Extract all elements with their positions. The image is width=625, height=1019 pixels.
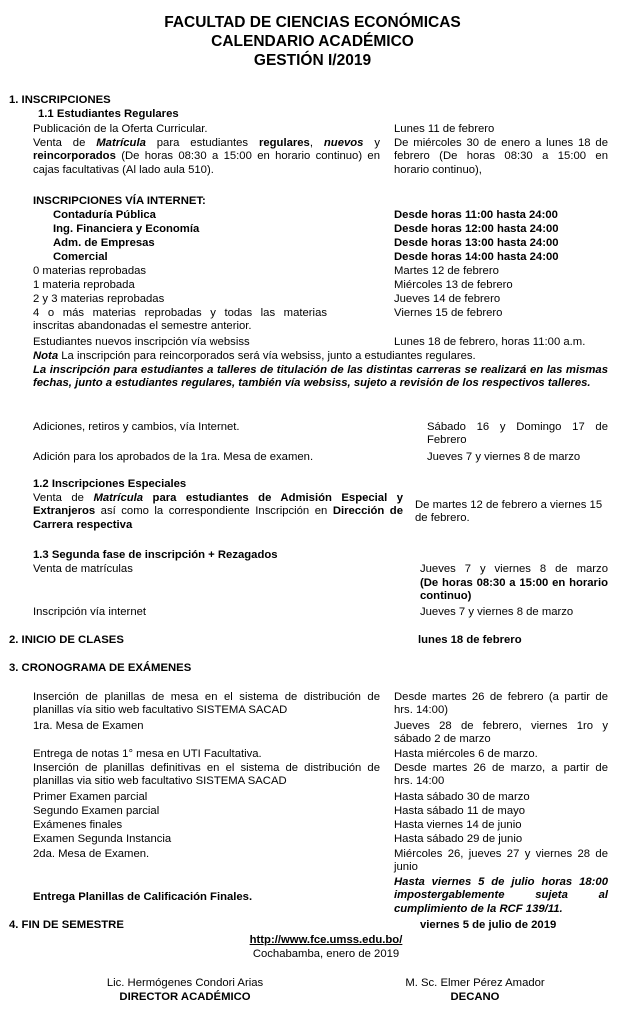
section-1-heading: 1. INSCRIPCIONES: [9, 94, 111, 106]
entrega-notas-label: Entrega de notas 1° mesa en UTI Facultativa.: [33, 748, 262, 760]
inicio-clases-date: lunes 18 de febrero: [418, 634, 522, 646]
section-3-heading: 3. CRONOGRAMA DE EXÁMENES: [9, 662, 192, 674]
signature-2-name: M. Sc. Elmer Pérez Amador: [405, 977, 545, 989]
career-hours: Desde horas 11:00 hasta 24:00: [394, 209, 558, 221]
insercion-planillas-mesa-label: Inserción de planillas de mesa en el sistema de distribución de planillas vía sitio web facultativo SISTEMA SACAD: [33, 691, 380, 717]
venta-matricula-date: De miércoles 30 de enero a lunes 18 de febrero (De horas 08:30 a 15:00 en horario continuo),: [394, 137, 608, 176]
career-hours: Desde horas 12:00 hasta 24:00: [394, 223, 559, 235]
section-2-heading: 2. INICIO DE CLASES: [9, 634, 124, 646]
nuevos-date: Lunes 18 de febrero, horas 11:00 a.m.: [394, 336, 586, 348]
venta-matricula-label: Venta de Matrícula para estudiantes regulares, nuevos y reincorporados (De horas 08:30 a 15:00 en horario continuo) en cajas facultativas (Al lado aula 510).: [33, 137, 380, 176]
entrega-notas-date: Hasta miércoles 6 de marzo.: [394, 748, 538, 760]
career-name: Ing. Financiera y Economía: [53, 223, 200, 235]
reprobadas-date: Martes 12 de febrero: [394, 265, 499, 277]
adicion-date: Jueves 7 y viernes 8 de marzo: [427, 451, 581, 463]
document-subtitle: CALENDARIO ACADÉMICO: [211, 33, 414, 50]
signature-1-title: DIRECTOR ACADÉMICO: [119, 991, 251, 1003]
exam-label: Exámenes finales: [33, 819, 123, 831]
insercion-planillas-definitivas-label: Inserción de planillas definitivas en el sistema de distribución de planillas via sitio web facultativo SISTEMA SACAD: [33, 762, 380, 788]
venta-matriculas-hours: (De horas 08:30 a 15:00 en horario continuo): [420, 577, 608, 603]
internet-heading: INSCRIPCIONES VÍA INTERNET:: [33, 195, 206, 207]
exam-date: Hasta viernes 14 de junio: [394, 819, 522, 831]
section-4-heading: 4. FIN DE SEMESTRE: [9, 919, 124, 931]
document-term: GESTIÓN I/2019: [253, 52, 372, 69]
reprobadas-date: Miércoles 13 de febrero: [394, 279, 513, 291]
adiciones-date: Sábado 16 y Domingo 17 de Febrero: [427, 421, 608, 447]
entrega-planillas-date: Hasta viernes 5 de julio horas 18:00 impostergablemente sujeta al cumplimiento de la RCF 139/11.: [394, 876, 608, 915]
career-hours: Desde horas 14:00 hasta 24:00: [394, 251, 559, 263]
document-title: FACULTAD DE CIENCIAS ECONÓMICAS: [164, 14, 461, 31]
segunda-mesa-label: 2da. Mesa de Examen.: [33, 848, 150, 860]
insercion-planillas-mesa-date: Desde martes 26 de febrero (a partir de hrs. 14:00): [394, 691, 608, 717]
subsection-1-2-heading: 1.2 Inscripciones Especiales: [33, 478, 187, 490]
exam-label: Examen Segunda Instancia: [33, 833, 172, 845]
inscripcion-internet-label: Inscripción vía internet: [33, 606, 147, 618]
career-name: Comercial: [53, 251, 108, 263]
entrega-planillas-label: Entrega Planillas de Calificación Finales.: [33, 891, 253, 903]
venta-matriculas-date: Jueves 7 y viernes 8 de marzo: [420, 563, 608, 575]
website-link[interactable]: http://www.fce.umss.edu.bo/: [249, 934, 403, 946]
adicion-label: Adición para los aprobados de la 1ra. Mesa de examen.: [33, 451, 314, 463]
inscripcion-internet-date: Jueves 7 y viernes 8 de marzo: [420, 606, 574, 618]
career-name: Contaduría Pública: [53, 209, 156, 221]
signature-1-name: Lic. Hermógenes Condori Arias: [106, 977, 264, 989]
subsection-1-1-heading: 1.1 Estudiantes Regulares: [38, 108, 179, 120]
primera-mesa-label: 1ra. Mesa de Examen: [33, 720, 144, 732]
adiciones-label: Adiciones, retiros y cambios, vía Internet.: [33, 421, 240, 433]
reprobadas-label: 0 materias reprobadas: [33, 265, 147, 277]
career-name: Adm. de Empresas: [53, 237, 155, 249]
subsection-1-3-heading: 1.3 Segunda fase de inscripción + Rezagados: [33, 549, 278, 561]
segunda-mesa-date: Miércoles 26, jueves 27 y viernes 28 de junio: [394, 848, 608, 874]
cuatro-materias-label: 4 o más materias reprobadas y todas las materias inscritas abandonadas el semestre anterior.: [33, 307, 327, 333]
website-line: [0, 934, 625, 947]
exam-date: Hasta sábado 11 de mayo: [394, 805, 526, 817]
nuevos-label: Estudiantes nuevos inscripción vía websiss: [33, 336, 250, 348]
insercion-planillas-definitivas-date: Desde martes 26 de marzo, a partir de hrs. 14:00: [394, 762, 608, 788]
exam-label: Segundo Examen parcial: [33, 805, 160, 817]
inscripciones-especiales-label: Venta de Matrícula para estudiantes de Admisión Especial y Extranjeros así como la correspondiente Inscripción en Dirección de Carrera respectiva: [33, 492, 403, 531]
oferta-label: Publicación de la Oferta Curricular.: [33, 123, 208, 135]
talleres-notice: La inscripción para estudiantes a talleres de titulación de las distintas carreras se realizará en las mismas fechas, junto a estudiantes regulares, también vía websiss, sujeto a revisión de los respectivos talleres.: [33, 364, 608, 390]
exam-date: Hasta sábado 30 de marzo: [394, 791, 530, 803]
reprobadas-label: 2 y 3 materias reprobadas: [33, 293, 165, 305]
oferta-date: Lunes 11 de febrero: [394, 123, 495, 135]
reprobadas-date: Jueves 14 de febrero: [394, 293, 501, 305]
cuatro-materias-date: Viernes 15 de febrero: [394, 307, 503, 319]
nota: Nota La inscripción para reincorporados será vía websiss, junto a estudiantes regulares.: [33, 350, 476, 362]
fin-semestre-date: viernes 5 de julio de 2019: [420, 919, 557, 931]
venta-matriculas-label: Venta de matrículas: [33, 563, 133, 575]
exam-date: Hasta sábado 29 de junio: [394, 833, 523, 845]
place-date: Cochabamba, enero de 2019: [252, 948, 400, 960]
career-hours: Desde horas 13:00 hasta 24:00: [394, 237, 559, 249]
signature-2-title: DECANO: [450, 991, 500, 1003]
inscripciones-especiales-date: De martes 12 de febrero a viernes 15 de febrero.: [415, 499, 603, 525]
reprobadas-label: 1 materia reprobada: [33, 279, 135, 291]
primera-mesa-date: Jueves 28 de febrero, viernes 1ro y sábado 2 de marzo: [394, 720, 608, 746]
exam-label: Primer Examen parcial: [33, 791, 148, 803]
